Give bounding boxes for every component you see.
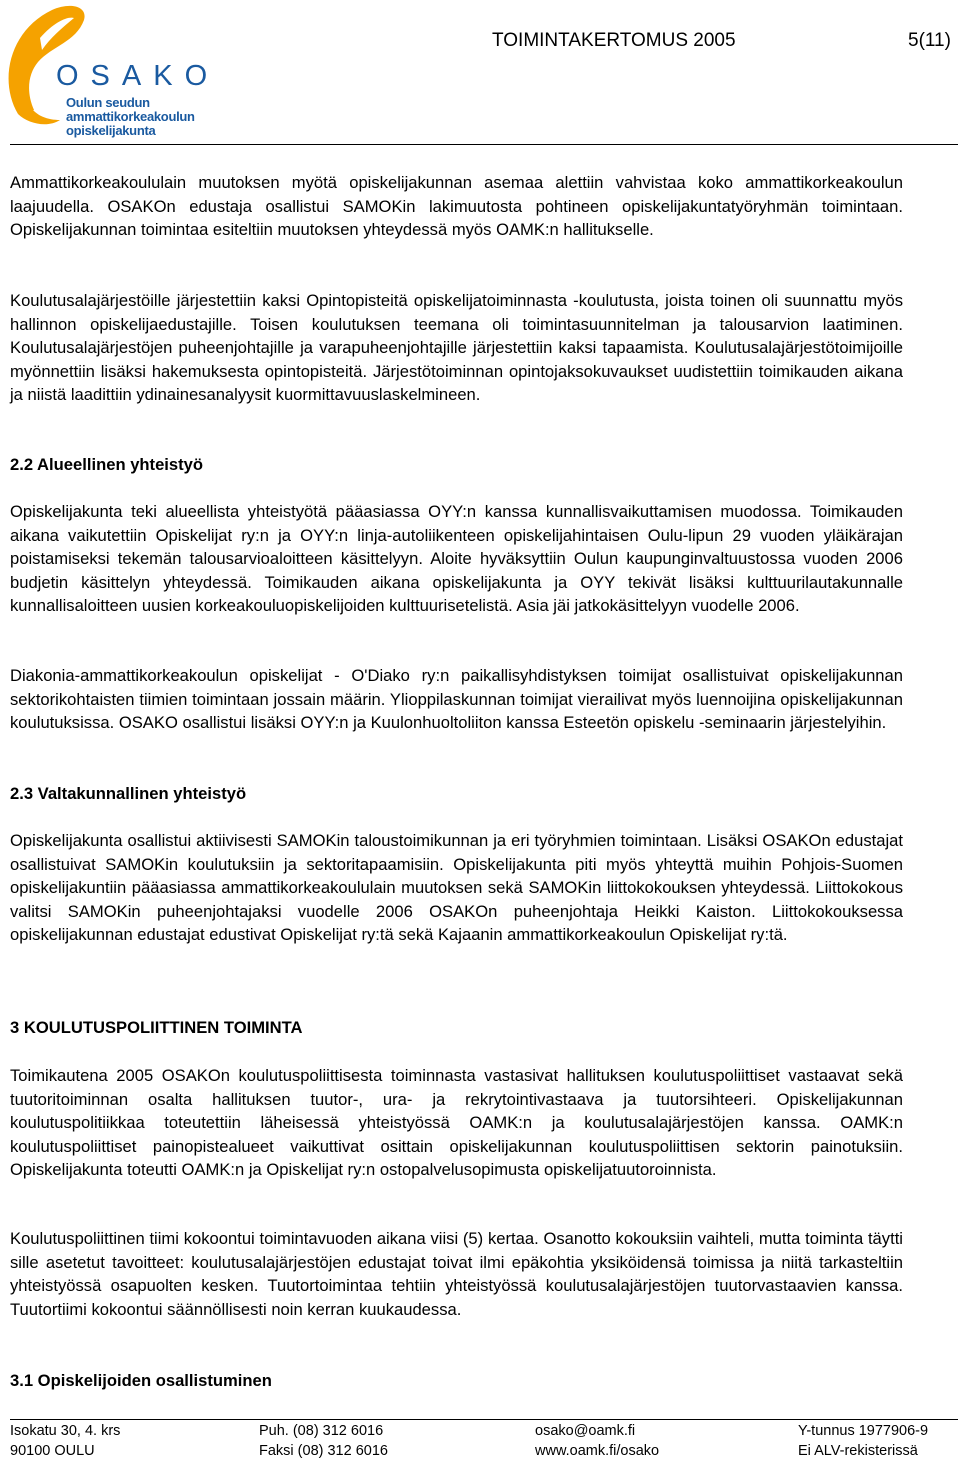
footer-alv: Ei ALV-rekisterissä: [798, 1443, 918, 1459]
paragraph-6: Toimikautena 2005 OSAKOn koulutuspoliittisesta toiminnasta vastasivat hallituksen koulutuspoliittiset vastaavat sekä tuutoritoiminnan osalta hallituksen tuutor-, ura- ja rekrytointivastaava ja tuutorsihteeri. Opiskelijakunnan koulutuspolitiikkaa toteutettiin läheisessä yhteistyössä OAMK:n ja koulutusalajärjestöjen kanssa. OAMK:n koulutuspoliittiset painopistealueet vaikuttivat osittain opiskelijakunnan koulutuspoliittisen sektorin painotuksiin. Opiskelijakunta toteutti OAMK:n ja Opiskelijat ry:n ostopalvelusopimusta opiskelijatuutoroinnista.: [10, 1066, 903, 1180]
paragraph-4: Diakonia-ammattikorkeakoulun opiskelijat - O'Diako ry:n paikallisyhdistyksen toimijat osallistuivat opiskelijakunnan sektorikohtaisten tiimien toimintaan jossain määrin. Ylioppilaskunnan toimijat vierailivat myös luennoijina opiskelijakunnan koulutuksissa. OSAKO osallistui lisäksi OYY:n ja Kuulonhuoltoliiton kanssa Esteetön opiskelu -seminaarin järjestelyihin.: [10, 666, 903, 733]
logo-line-1: Oulun seudun: [66, 95, 150, 110]
footer-divider: [10, 1419, 958, 1420]
paragraph-5: Opiskelijakunta osallistui aktiivisesti SAMOKin taloustoimikunnan ja eri työryhmien toimintaan. Lisäksi OSAKOn edustajat osallistuivat SAMOKin koulutuksiin ja sektoritapaamisiin. Opiskelijakunta piti myös yhteyttä muihin Pohjois-Suomen opiskelijakuntiin pääasiassa ammattikorkeakoululain muutoksen sekä SAMOKin liittokokouksen yhteydessä. Liittokokous valitsi SAMOKin puheenjohtajaksi vuodelle 2006 OSAKOn puheenjohtaja Heikki Kaiston. Liittokokouksessa opiskelijakunnan edustajat edustivat Opiskelijat ry:tä sekä Kajaanin ammattikorkeakoulun Opiskelijat ry:tä.: [10, 831, 903, 945]
document-title: TOIMINTAKERTOMUS 2005: [492, 30, 736, 51]
heading-2-2: 2.2 Alueellinen yhteistyö: [10, 455, 204, 474]
footer-contact-block: [535, 1421, 659, 1461]
heading-3-1: 3.1 Opiskelijoiden osallistuminen: [10, 1371, 272, 1390]
footer-street: Isokatu 30, 4. krs: [10, 1423, 121, 1439]
header-divider: [10, 144, 958, 145]
logo-brand: OSAKO: [56, 60, 220, 92]
footer-postal: 90100 OULU: [10, 1443, 95, 1459]
footer-phone-block: [259, 1421, 388, 1461]
paragraph-7: Koulutuspoliittinen tiimi kokoontui toimintavuoden aikana viisi (5) kertaa. Osanotto kokouksiin vaihteli, mutta toiminta täytti sille asetetut tavoitteet: koulutusalajärjestöjen edustajat toivat ilmi epäkohtia yksiköidensä toimissa ja niitä tarkasteltiin yhteistyössä osapuolten kesken. Tuutortoimintaa tehtiin yhteistyössä koulutusalajärjestöjen tuutorvastaavien kanssa. Tuutortiimi kokoontui säännöllisesti noin kerran kuukaudessa.: [10, 1229, 903, 1319]
heading-3: 3 KOULUTUSPOLIITTINEN TOIMINTA: [10, 1018, 303, 1037]
footer-phone: Puh. (08) 312 6016: [259, 1423, 384, 1439]
logo-line-3: opiskelijakunta: [66, 123, 156, 138]
paragraph-1: Ammattikorkeakoululain muutoksen myötä opiskelijakunnan asemaa alettiin vahvistaa koko ammattikorkeakoulun laajuudella. OSAKOn edustaja osallistui SAMOKin lakimuutosta pohtineen opiskelijakuntatyöryhmän toimintaan. Opiskelijakunnan toimintaa esiteltiin muutoksen yhteydessä myös OAMK:n hallitukselle.: [10, 173, 903, 240]
paragraph-3: Opiskelijakunta teki alueellista yhteistyötä pääasiassa OYY:n kanssa kunnallisvaikuttamisen muodossa. Toimikauden aikana vaikutettiin Opiskelijat ry:n ja OYY:n linja-autoliikenteen opiskelijahintaisen Oulu-lipun 29 vuoden yläikärajan poistamiseksi tekemän talousarvioaloitteen käsittelyyn. Aloite hyväksyttiin Oulun kaupunginvaltuustossa vuoden 2006 budjetin käsittelyn yhteydessä. Toimikauden aikana opiskelijakunta ja OYY tekivät lisäksi kulttuurilautakunnalle kunnallisaloitteen uusien korkeakouluopiskelijoiden kulttuurisetelistä. Asia jäi jatkokäsittelyyn vuodelle 2006.: [10, 502, 903, 616]
logo-line-2: ammattikorkeakoulun: [66, 109, 195, 124]
osako-logo: [4, 2, 220, 138]
footer-ytunnus: Y-tunnus 1977906-9: [798, 1423, 929, 1439]
footer-address: [10, 1421, 120, 1461]
page-number: 5(11): [908, 30, 951, 51]
footer-email: osako@oamk.fi: [535, 1423, 636, 1439]
footer-web: www.oamk.fi/osako: [535, 1443, 660, 1459]
footer-fax: Faksi (08) 312 6016: [259, 1443, 388, 1459]
heading-2-3: 2.3 Valtakunnallinen yhteistyö: [10, 784, 247, 803]
footer-registry-block: [798, 1421, 928, 1461]
paragraph-2: Koulutusalajärjestöille järjestettiin kaksi Opintopisteitä opiskelijatoiminnasta -koulutusta, joista toinen oli suunnattu myös hallinnon opiskelijaedustajille. Toisen koulutuksen teemana oli toimintasuunnitelman ja talousarvion laatiminen. Koulutusalajärjestöjen puheenjohtajille ja varapuheenjohtajille järjestettiin kaksi tapaamista. Koulutusalajärjestötoimijoille myönnettiin lisäksi hakemuksesta opintopisteitä. Järjestötoiminnan opintojaksokuvaukset uudistettiin toimikauden aikana ja niistä laadittiin ydinainesanalyysit kuormittavuuslaskelmineen.: [10, 291, 903, 405]
